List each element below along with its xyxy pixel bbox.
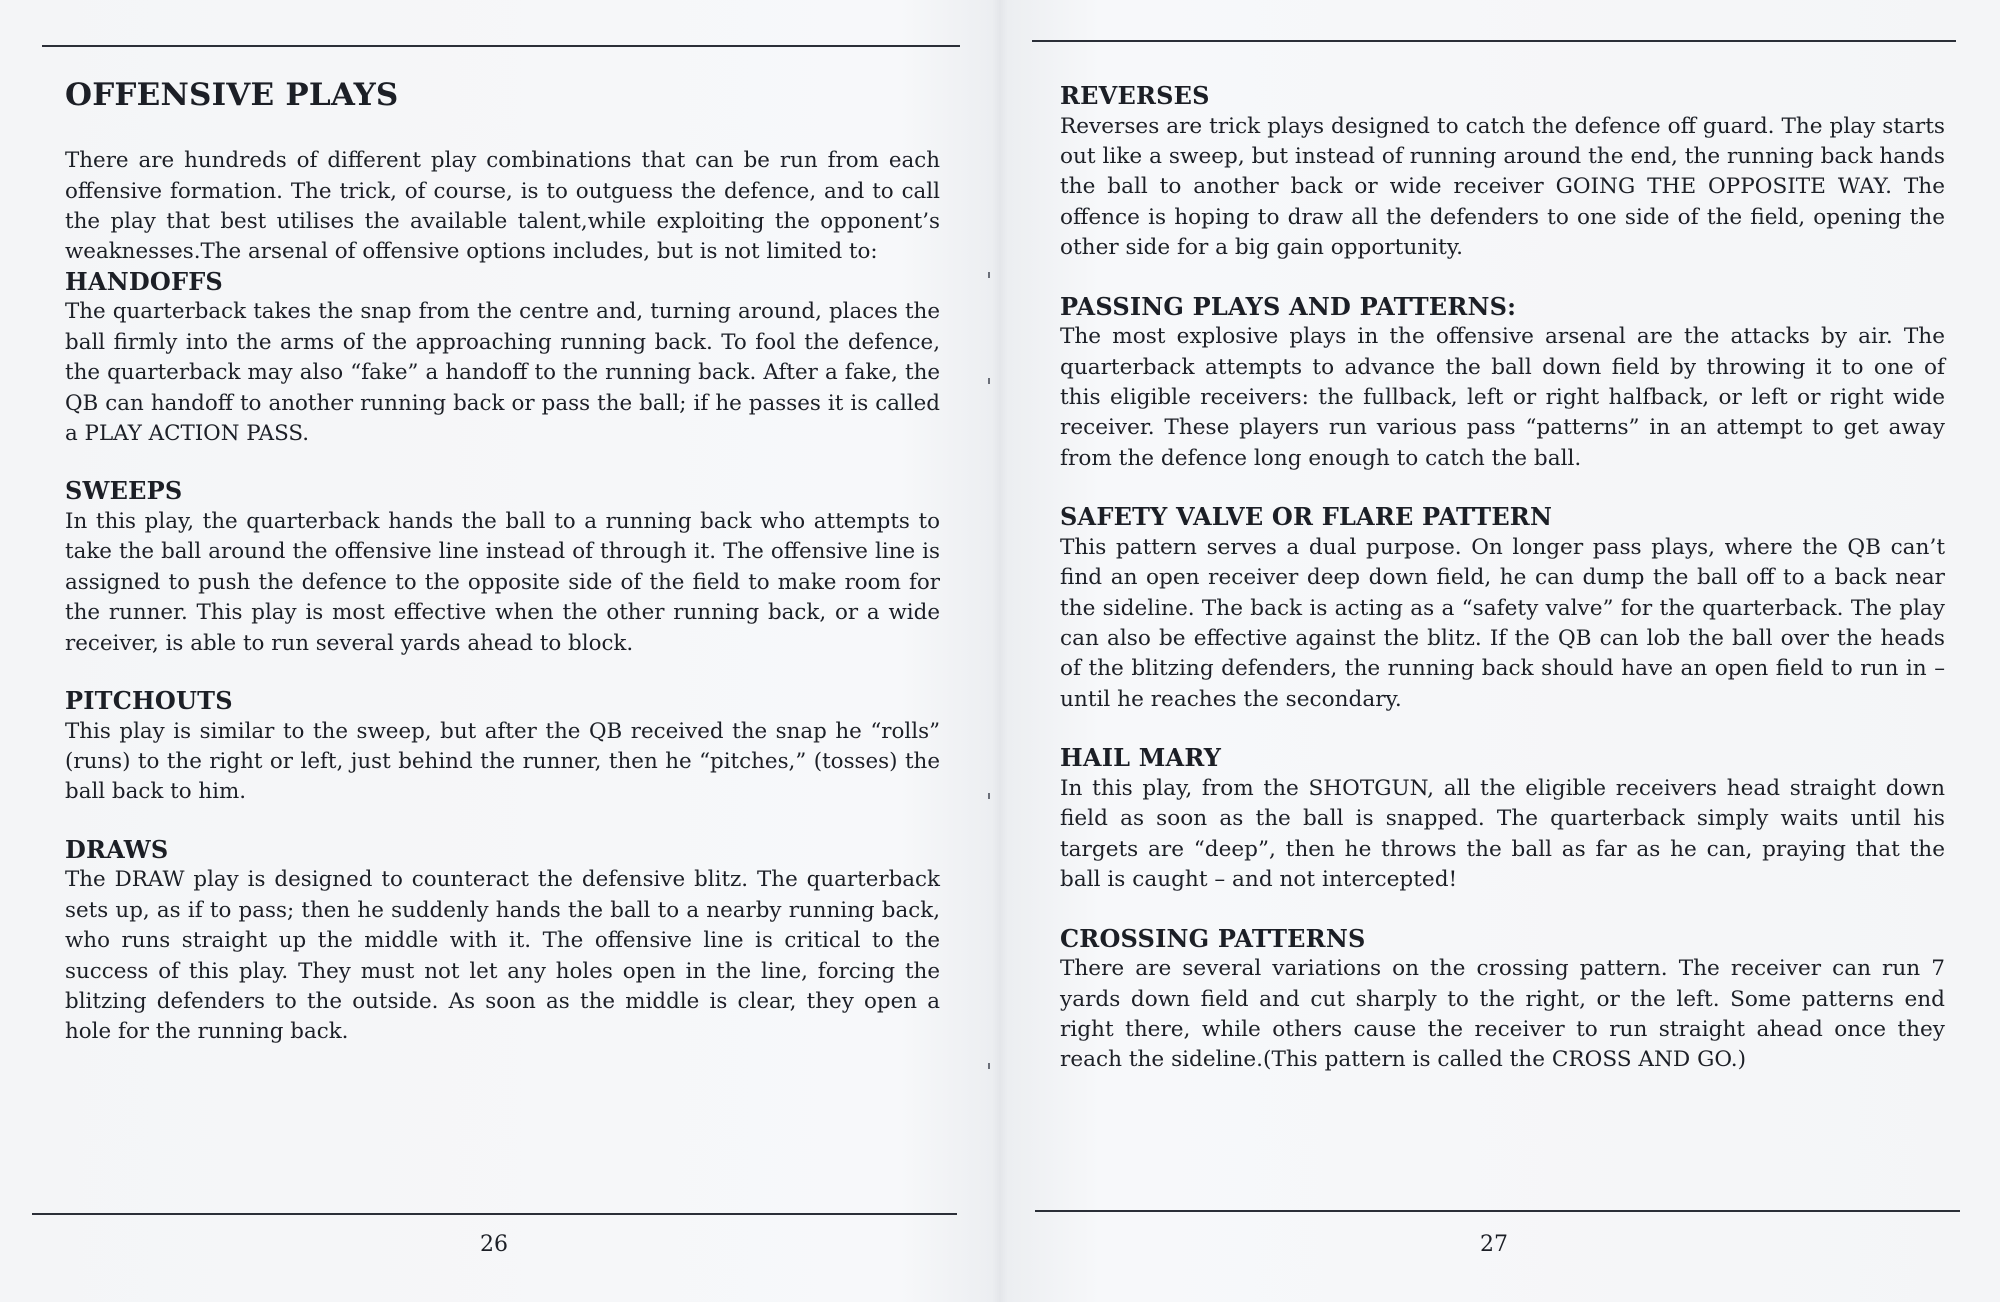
- section-text: There are several variations on the crossing pattern. The receiver can run 7 yards down field and cut sharply to the right, or the left. Some patterns end right there, while others cause the receiver to run straight ahead once they reach the sideline.(This pattern is called the CROSS AND GO.): [1060, 956, 1945, 1073]
- section-text: Reverses are trick plays designed to catch the defence off guard. The play starts out like a sweep, but instead of running around the end, the running back hands the ball to another back or wide receiver GOING THE OPPOSITE WAY. The offence is hoping to draw all the defenders to one side of the field, opening the other side for a big gain opportunity.: [1060, 113, 1945, 261]
- section-passing-plays: [1060, 293, 1945, 475]
- gutter-mark: [988, 378, 990, 384]
- section-heading: SWEEPS: [65, 476, 183, 506]
- section-heading: SAFETY VALVE OR FLARE PATTERN: [1060, 502, 1553, 532]
- section-handoffs: [65, 268, 940, 450]
- section-text: This pattern serves a dual purpose. On longer pass plays, where the QB can’t find an open receiver deep down field, he can dump the ball off to a back near the sideline. The back is acting as a “safety valve” for the quarterback. The play can also be effective against the blitz. If the QB can lob the ball over the heads of the blitzing defenders, the running back should have an open field to run in – until he reaches the secondary.: [1060, 534, 1945, 712]
- section-crossing-patterns: [1060, 925, 1945, 1076]
- section-text: This play is similar to the sweep, but after the QB received the snap he “rolls” (runs) to the right or left, just behind the runner, then he “pitches,” (tosses) the ball back to him.: [65, 718, 940, 805]
- section-heading: PASSING PLAYS AND PATTERNS:: [1060, 291, 1517, 321]
- gutter-mark: [988, 793, 990, 799]
- left-page: [0, 0, 990, 1302]
- section-text: The most explosive plays in the offensive arsenal are the attacks by air. The quarterback attempts to advance the ball down field by throwing it to one of this eligible receivers: the fullback, left or right halfback, or left or right wide receiver. These players run various pass “patterns” in an attempt to get away from the defence long enough to catch the ball.: [1060, 324, 1945, 471]
- section-text: The DRAW play is designed to counteract the defensive blitz. The quarterback sets up, as if to pass; then he suddenly hands the ball to a nearby running back, who runs straight up the middle with it. The offensive line is critical to the success of this play. They must not let any holes open in the line, forcing the blitzing defenders to the outside. As soon as the middle is clear, they open a hole for the running back.: [65, 867, 940, 1045]
- top-rule: [1032, 40, 1956, 42]
- section-heading: REVERSES: [1060, 81, 1210, 110]
- right-page-content: [1060, 82, 1945, 1105]
- page-number: 27: [1480, 1232, 1508, 1257]
- section-heading: HAIL MARY: [1060, 743, 1222, 773]
- section-heading: HANDOFFS: [65, 266, 223, 296]
- section-draws: [65, 836, 940, 1048]
- section-text: In this play, from the SHOTGUN, all the eligible receivers head straight down field as soon as the ball is snapped. The quarterback simply waits until his targets are “deep”, then he throws the ball as far as he can, praying that the ball is caught – and not intercepted!: [1060, 775, 1945, 893]
- bottom-rule: [32, 1213, 957, 1215]
- page-title: OFFENSIVE PLAYS: [65, 77, 399, 113]
- page-number: 26: [480, 1232, 508, 1257]
- section-text: The quarterback takes the snap from the centre and, turning around, places the ball firmly into the arms of the approaching running back. To fool the defence, the quarterback may also “fake” a handoff to the running back. After a fake, the QB can handoff to another running back or pass the ball; if he passes it is called a PLAY ACTION PASS.: [65, 299, 940, 446]
- section-reverses: [1060, 82, 1945, 264]
- top-rule: [42, 45, 960, 47]
- right-page: [1010, 0, 2000, 1302]
- gutter-mark: [988, 1063, 990, 1069]
- section-text: In this play, the quarterback hands the ball to a running back who attempts to take the ball around the offensive line instead of through it. The offensive line is assigned to push the defence to the opposite side of the field to make room for the runner. This play is most effective when the other running back, or a wide receiver, is able to run several yards ahead to block.: [65, 508, 940, 656]
- section-sweeps: [65, 477, 940, 659]
- section-heading: CROSSING PATTERNS: [1060, 923, 1366, 953]
- section-pitchouts: [65, 687, 940, 808]
- left-page-content: [65, 78, 940, 1076]
- section-heading: DRAWS: [65, 834, 169, 864]
- gutter-mark: [988, 272, 990, 278]
- intro-paragraph: There are hundreds of different play combinations that can be run from each offensive formation. The trick, of course, is to outguess the defence, and to call the play that best utilises the available talent,while exploiting the opponent’s weaknesses.The arsenal of offensive options includes, but is not limited to:: [65, 148, 940, 265]
- bottom-rule: [1035, 1210, 1960, 1212]
- section-safety-valve: [1060, 503, 1945, 715]
- section-heading: PITCHOUTS: [65, 685, 233, 715]
- section-hail-mary: [1060, 744, 1945, 895]
